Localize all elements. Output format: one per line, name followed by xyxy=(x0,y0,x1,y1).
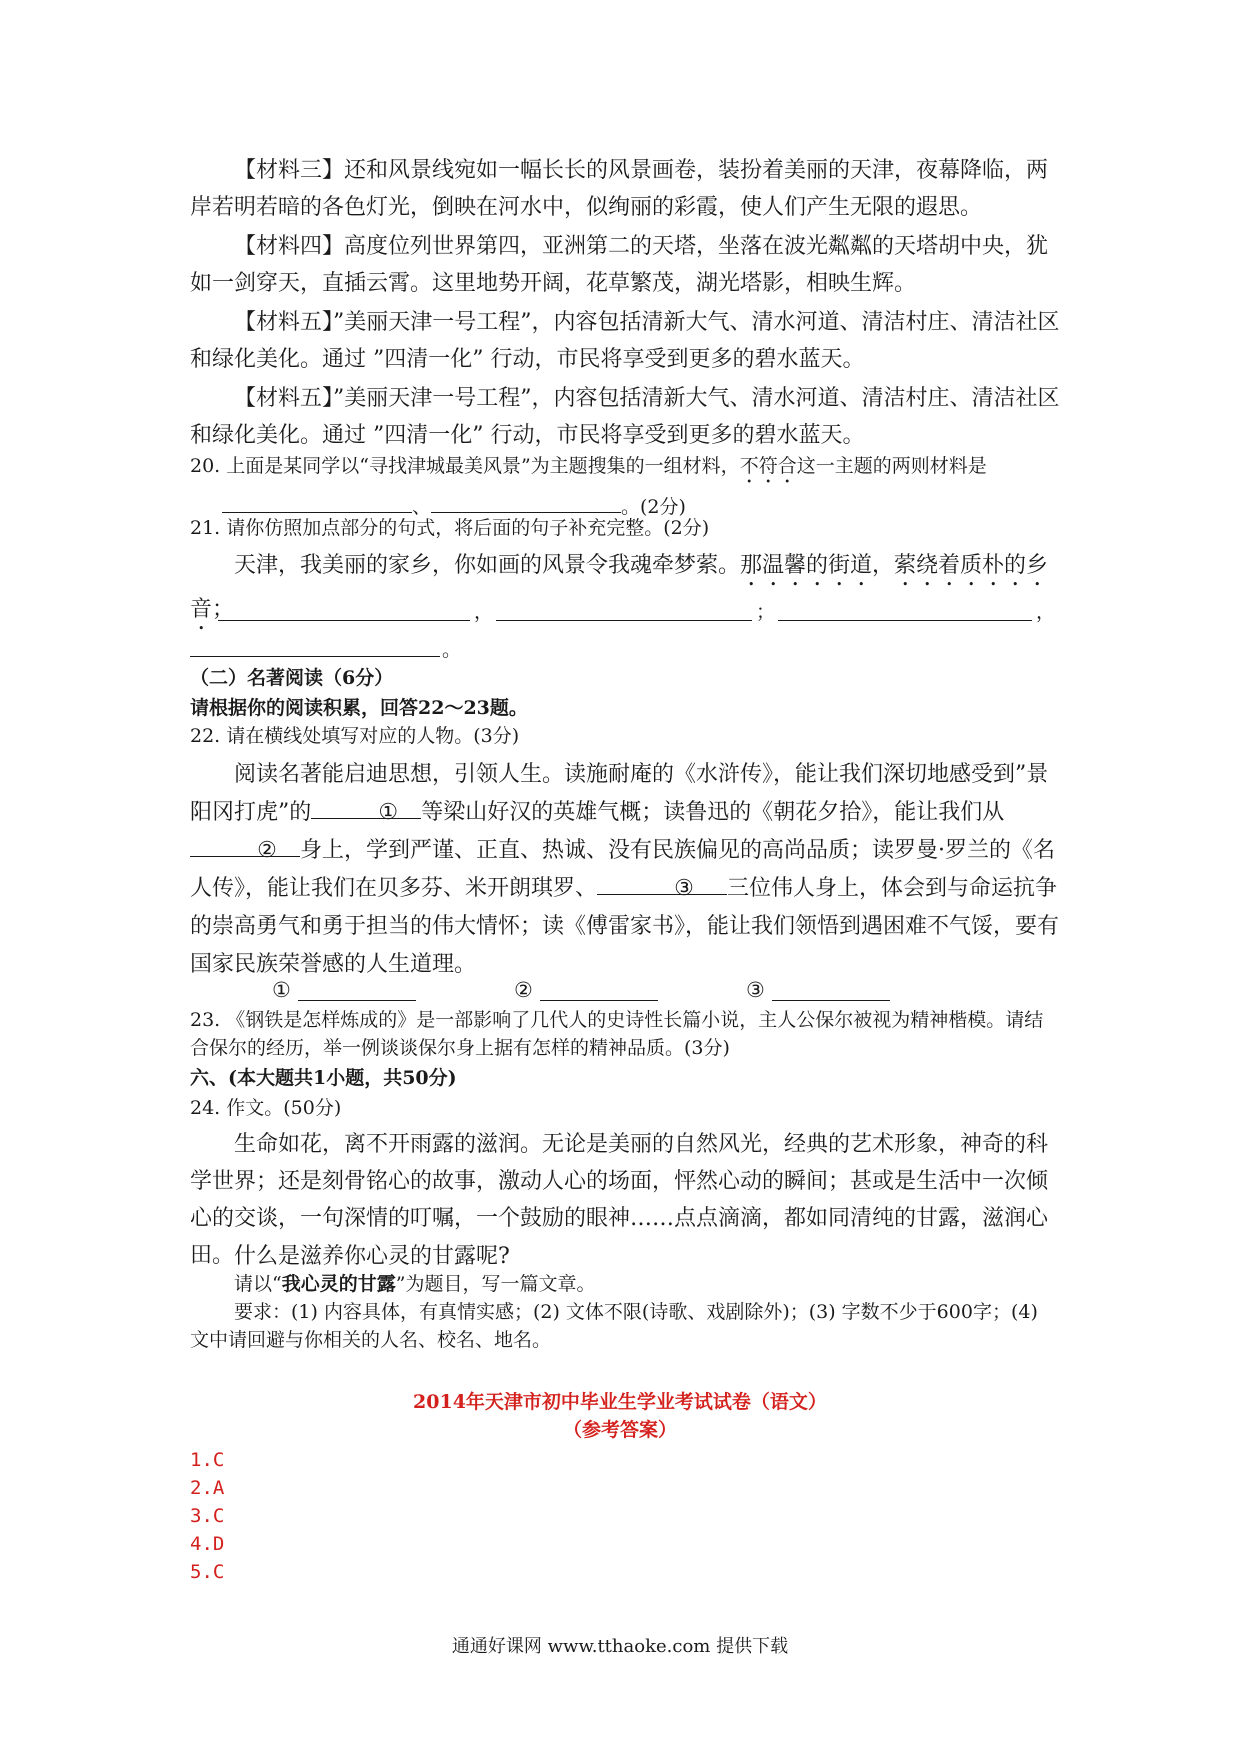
material-text: ”美丽天津一号工程”，内容包括清新大气、清水河道、清洁村庄、清洁社区和绿化美化。通过 ”四清一化” 行动，市民将享受到更多的碧水蓝天。 xyxy=(190,386,1060,448)
answer-item: 3.C xyxy=(190,1505,225,1527)
q22-blank-3-marker: ③ xyxy=(674,876,694,901)
q21-emphasis: 那温馨的街道，萦绕着质朴的乡音； xyxy=(190,553,1049,622)
answer-item: 5.C xyxy=(190,1561,225,1583)
q21-blank-3[interactable] xyxy=(778,620,1032,621)
q20-answer-blank-2[interactable] xyxy=(431,488,621,513)
q22-answer-label-3: ③ xyxy=(746,978,765,1002)
essay-task-pre: 请以“ xyxy=(234,1273,282,1295)
q21-blank-1[interactable] xyxy=(218,620,470,621)
material-5-duplicate xyxy=(190,380,1060,454)
q20-separator: 、 xyxy=(412,496,432,518)
q20-score: 。(2分) xyxy=(621,496,686,518)
question-21-sentence xyxy=(190,547,1070,635)
q22-text-2: 等梁山好汉的英雄气概；读鲁迅的《朝花夕拾》，能让我们从 xyxy=(421,800,1005,825)
question-21-prompt: 21. 请你仿照加点部分的句式，将后面的句子补充完整。(2分) xyxy=(190,517,710,539)
q22-blank-3[interactable] xyxy=(597,870,727,901)
essay-requirements: 要求：(1) 内容具体，有真情实感；(2) 文体不限(诗歌、戏剧除外)；(3) 字数不少于600字；(4) 文中请回避与你相关的人名、校名、地名。 xyxy=(190,1301,1038,1351)
q20-emphasis: 不符合 xyxy=(739,455,797,477)
section-2-instruction: 请根据你的阅读积累，回答22～23题。 xyxy=(190,697,528,719)
question-22-passage xyxy=(190,756,1060,984)
material-label: 【材料五】 xyxy=(234,310,334,335)
page-footer[interactable]: 通通好课网 www.tthaoke.com 提供下载 xyxy=(451,1636,789,1657)
material-4 xyxy=(190,228,1060,302)
question-23: 23. 《钢铁是怎样炼成的》是一部影响了几代人的史诗性长篇小说，主人公保尔被视为精神楷模。请结合保尔的经历，举一例谈谈保尔身上据有怎样的精神品质。(3分) xyxy=(190,1009,1044,1059)
q22-answer-line-1[interactable] xyxy=(298,1000,416,1001)
q22-blank-2[interactable] xyxy=(190,832,300,863)
answer-item: 1.C xyxy=(190,1449,225,1471)
q22-text-3: 身上，学到严谨、正直、热诚、没有民族偏见的高尚品质；读罗曼·罗兰的《名人传》，能让我们在贝多芬、米开朗琪罗、 xyxy=(190,838,1055,901)
material-3 xyxy=(190,152,1060,226)
material-text: 高度位列世界第四，亚洲第二的天塔，坐落在波光粼粼的天塔胡中央，犹如一剑穿天，直插云霄。这里地势开阔，花草繁茂，湖光塔影，相映生辉。 xyxy=(190,234,1049,296)
question-24-prompt: 24. 作文。(50分) xyxy=(190,1097,342,1119)
q21-lead: 天津，我美丽的家乡，你如画的风景令我魂牵梦萦。 xyxy=(234,553,741,578)
material-text: 还和风景线宛如一幅长长的风景画卷，装扮着美丽的天津，夜幕降临，两岸若明若暗的各色灯光，倒映在河水中，似绚丽的彩霞，使人们产生无限的遐思。 xyxy=(190,158,1049,220)
answer-item: 2.A xyxy=(190,1477,225,1499)
q22-answer-line-2[interactable] xyxy=(540,1000,658,1001)
q21-punct-3: ， xyxy=(1036,601,1056,623)
q20-text: 20. 上面是某同学以“寻找津城最美风景”为主题搜集的一组材料， xyxy=(190,455,740,477)
answer-item: 4.D xyxy=(190,1533,225,1555)
q21-punct-1: ， xyxy=(474,601,494,623)
answer-key-title: 2014年天津市初中毕业生学业考试试卷（语文） xyxy=(413,1391,827,1413)
question-22-prompt: 22. 请在横线处填写对应的人物。(3分) xyxy=(190,725,520,747)
q22-text-1: 阅读名著能启迪思想，引领人生。读施耐庵的《水浒传》，能让我们深切地感受到”景阳冈打虎”的 xyxy=(190,762,1049,825)
q22-answer-line-3[interactable] xyxy=(772,1000,890,1001)
material-text: ”美丽天津一号工程”，内容包括清新大气、清水河道、清洁村庄、清洁社区和绿化美化。通过 ”四清一化” 行动，市民将享受到更多的碧水蓝天。 xyxy=(190,310,1060,372)
q21-punct-4: 。 xyxy=(442,639,462,661)
q21-punct-2: ； xyxy=(756,601,776,623)
answer-key-subtitle: （参考答案） xyxy=(562,1419,677,1441)
material-label: 【材料三】 xyxy=(234,158,345,183)
section-2-title: （二）名著阅读（6分） xyxy=(190,667,394,689)
material-label: 【材料五】 xyxy=(234,386,334,411)
essay-title: 我心灵的甘露 xyxy=(281,1273,396,1295)
q21-blank-4[interactable] xyxy=(190,656,440,657)
essay-prompt-paragraph: 生命如花，离不开雨露的滋润。无论是美丽的自然风光，经典的艺术形象，神奇的科学世界；还是刻骨铭心的故事，激动人心的场面，怦然心动的瞬间；甚或是生活中一次倾心的交谈，一句深情的叮嘱，一个鼓励的眼神……点点滴滴，都如同清纯的甘露，滋润心田。 xyxy=(190,1132,1049,1268)
essay-task-post: ”为题目，写一篇文章。 xyxy=(395,1273,596,1295)
q22-answer-label-1: ① xyxy=(272,978,291,1002)
material-label: 【材料四】 xyxy=(234,234,345,259)
q22-answer-label-2: ② xyxy=(514,978,533,1002)
q21-blank-2[interactable] xyxy=(496,620,752,621)
essay-task xyxy=(190,1270,1060,1298)
question-20 xyxy=(190,452,1092,521)
material-5 xyxy=(190,304,1060,378)
q22-blank-1-marker: ① xyxy=(378,800,399,825)
q22-text-4: 三位伟人身上，体会到与命运抗争的崇高勇气和勇于担当的伟大情怀；读《傅雷家书》，能让我们领悟到遇困难不气馁，要有国家民族荣誉感的人生道理。 xyxy=(190,876,1060,977)
q22-blank-1[interactable] xyxy=(311,794,421,825)
essay-question: 什么是滋养你心灵的甘露呢? xyxy=(234,1244,510,1269)
q22-blank-2-marker: ② xyxy=(257,838,277,863)
q20-answer-blank-1[interactable] xyxy=(222,488,412,513)
section-6-title: 六、(本大题共1小题，共50分) xyxy=(190,1067,457,1089)
q20-text-2: 这一主题的两则材料是 xyxy=(796,455,987,477)
